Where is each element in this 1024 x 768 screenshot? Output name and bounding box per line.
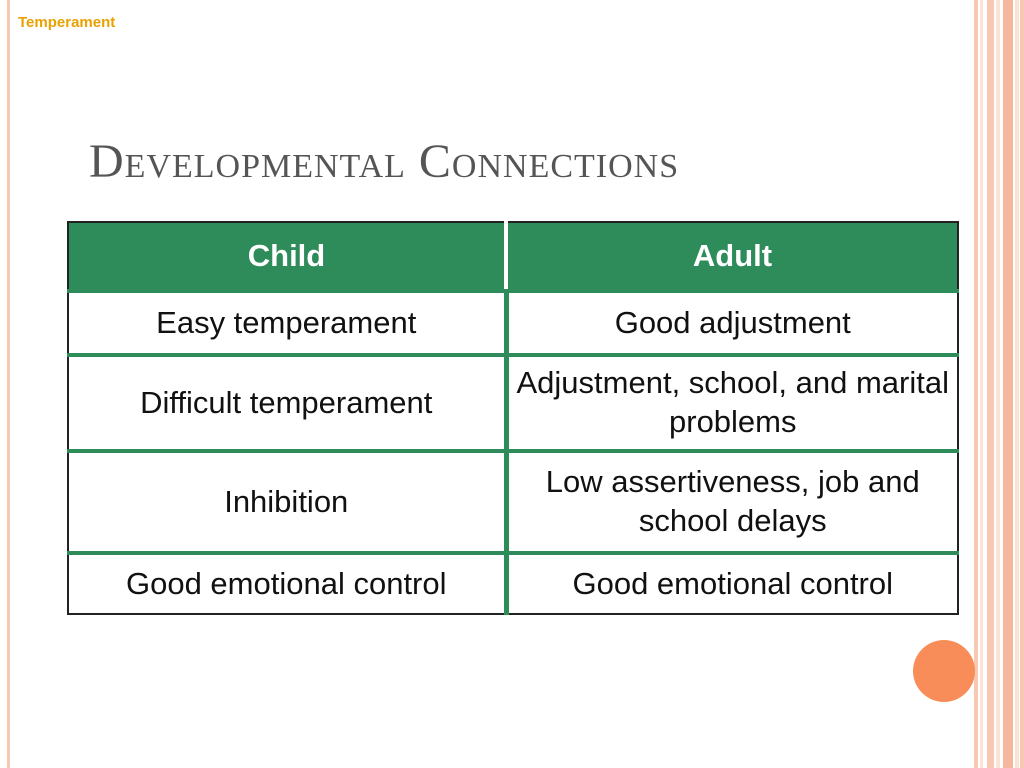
connections-table (67, 221, 959, 615)
table-row (68, 553, 958, 614)
adult-cell: Good emotional control (506, 553, 958, 614)
slide-title: Developmental Connections (89, 135, 680, 188)
adult-cell: Good adjustment (506, 291, 958, 355)
child-cell: Inhibition (68, 451, 506, 553)
decorative-circle (913, 640, 975, 702)
child-cell: Good emotional control (68, 553, 506, 614)
table-row (68, 451, 958, 553)
left-decorative-border (7, 0, 10, 768)
child-cell: Difficult temperament (68, 355, 506, 451)
table-row (68, 291, 958, 355)
child-cell: Easy temperament (68, 291, 506, 355)
table-header-row (68, 222, 958, 291)
header-child: Child (68, 222, 506, 291)
right-decorative-stripes (974, 0, 1024, 768)
section-label: Temperament (18, 14, 116, 31)
adult-cell: Low assertiveness, job and school delays (506, 451, 958, 553)
table-row (68, 355, 958, 451)
header-adult: Adult (506, 222, 958, 291)
adult-cell: Adjustment, school, and marital problems (506, 355, 958, 451)
